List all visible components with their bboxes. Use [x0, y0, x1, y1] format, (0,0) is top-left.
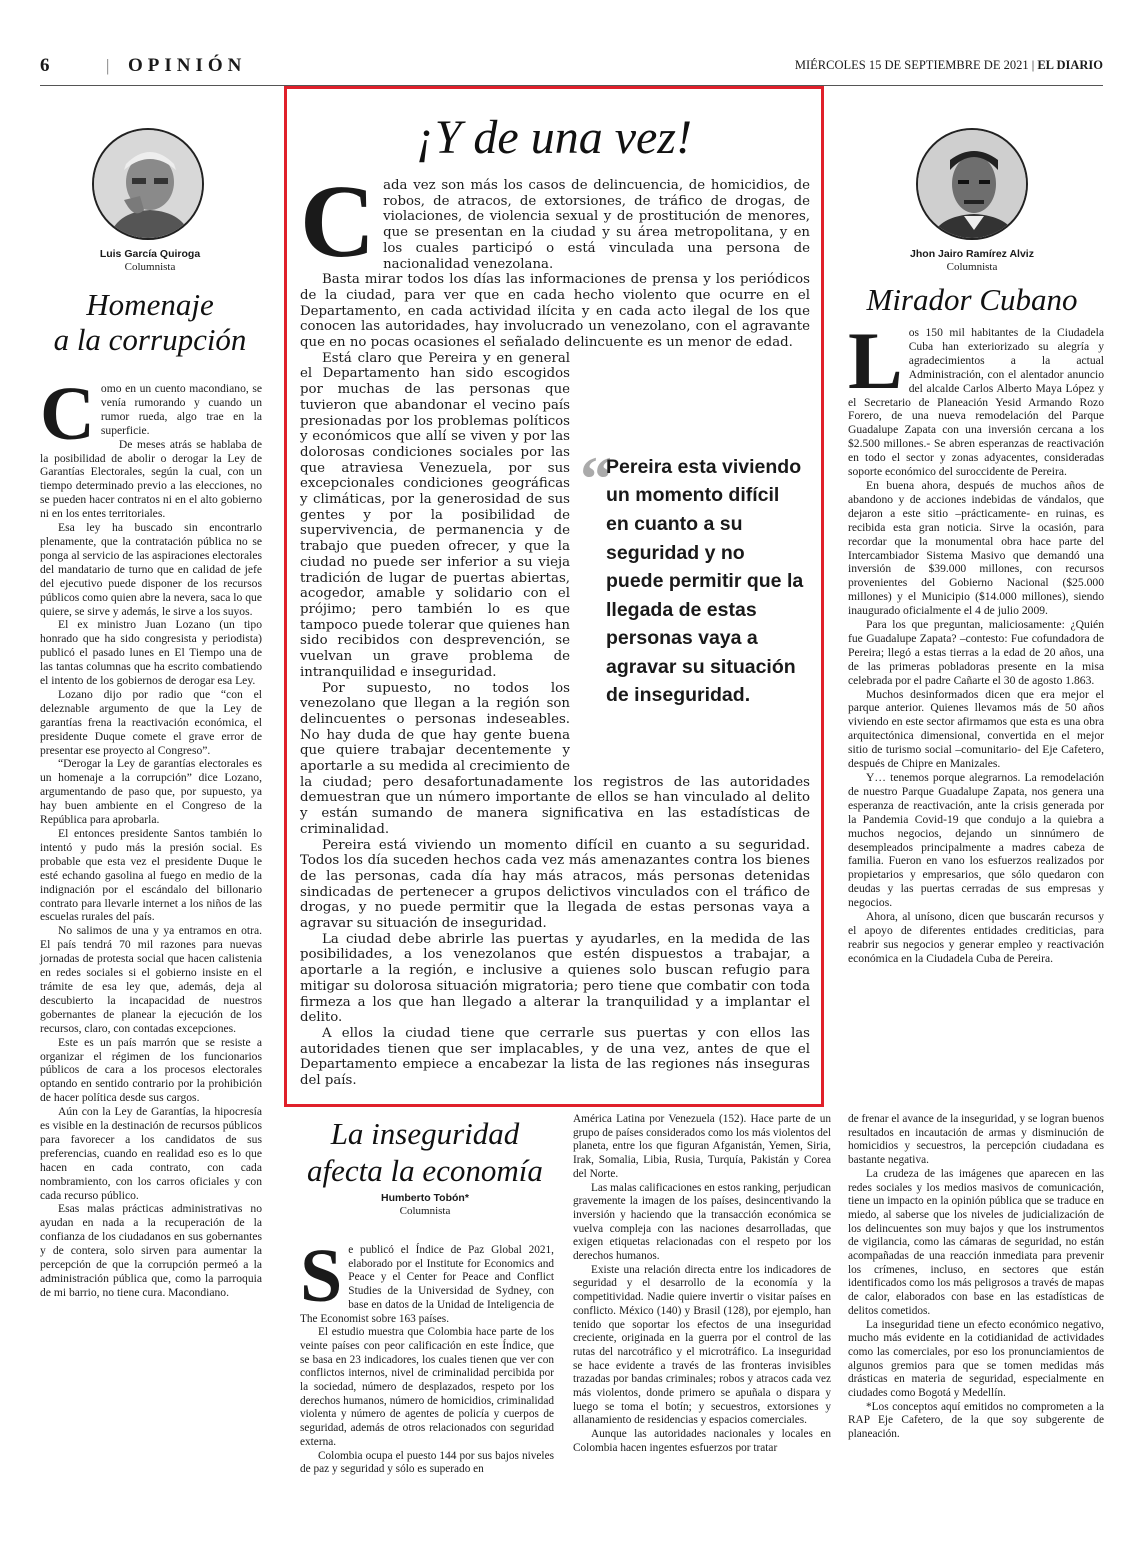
author-role: Columnista — [946, 261, 998, 273]
header-date — [795, 58, 1103, 73]
paragraph: e publicó el Índice de Paz Global 2021, elaborado por el Institute for Economics and Peace y el Center for Peace and Conflict Studies de la Universidad de Sydney, con base en datos de la Unidad de Inteligencia de The Economist sobre 163 países. — [300, 1244, 554, 1325]
author-name: Humberto Tobón* — [381, 1192, 469, 1204]
paragraph: Existe una relación directa entre los indicadores de seguridad y el desarrollo de la economía y la competitividad. Nadie quiere invertir o visitar países en conflicto. México (140) y Brasil (128), por ejemplo, han tenido que soportar los efectos de una inseguridad creciente, originada en la guerra por el control de las rutas del narcotráfico y el microtráfico. La inseguridad se hace evidente a través de las fronteras invisibles trazadas por bandas criminales; robos y atracos cada vez más violentos, donde primero se apuñala o dispara y luego se toma el botín; y secuestros, extorsiones y allanamiento de residencias y espacios comerciales. — [573, 1263, 831, 1427]
author-name: Luis García Quiroga — [99, 248, 201, 260]
author-photo-right — [916, 128, 1028, 240]
paragraph: Colombia ocupa el puesto 144 por sus bajos niveles de paz y seguridad y sólo es superado en — [300, 1449, 554, 1476]
author-role: Columnista — [399, 1205, 451, 1217]
title-line-2: afecta la economía — [307, 1153, 543, 1188]
paper-name: EL DIARIO — [1037, 58, 1103, 72]
title-line-2: a la corrupción — [53, 322, 247, 357]
author-block-right — [882, 248, 1062, 274]
paragraph: Aún con la Ley de Garantías, la hipocresía es visible en la destinación de recursos públicos para favorecer a los candidatos de sus preferencias, cuando en realidad eso es lo que hacen en cada contrato, con cada nombramiento, con los carros oficiales y con cada recurso público. — [40, 1105, 262, 1202]
paragraph: omo en un cuento macondiano, se venía rumorando y cuando un rumor rueda, algo trae en la superficie. — [100, 382, 262, 437]
paragraph: Por supuesto, no todos los venezolano que llegan a la región son delincuentes o personas indeseables. No hay duda de que hay gente buena que quiere trabajar decentemente y aportarle a su medida al crecimiento de la ciudad; pero desafortunadamente los registros de las autoridades demuestran que un número importante de ellos se han vinculado al delito y están sumando de manera significativa en las estadísticas de criminalidad. — [300, 680, 810, 837]
paragraph: A ellos la ciudad tiene que cerrarle sus puertas y con ellos las autoridades tienen que ser implacables, y de una vez, antes de que el Departamento empiece a encabezar la lista de las regiones nás inseguras del país. — [300, 1025, 810, 1089]
author-block-bottom — [325, 1192, 525, 1218]
quote-mark-icon: “ — [580, 442, 612, 514]
article-title-bottom — [300, 1115, 550, 1189]
drop-cap: S — [300, 1234, 343, 1318]
paragraph: Pereira está viviendo un momento difícil en cuanto a su seguridad. Todos los día suceden hechos cada vez más amenazantes contra los bienes de las personas, cada día hay más atracos, más personas detenidas sindicadas de pertenecer a grupos delictivos vinculados con el tráfico de drogas, y no puede permitir que la llegada de estas personas vaya a agravar su situación de inseguridad. — [300, 837, 810, 932]
paragraph: Esa ley ha buscado sin encontrarlo plenamente, que la contratación pública no se ponga al servicio de las aspiraciones electorales del mandatario de turno que en calidad de jefe del ejecutivo puede disponer de los recursos públicos como quien abre la nevera, saca lo que quiere, se sirve y además, le sirve a los suyos. — [40, 521, 262, 618]
paragraph: América Latina por Venezuela (152). Hace parte de un grupo de países considerados como los más violentos del planeta, entre los que figuran Afganistán, Yemen, Siria, Irak, Somalia, Libia, Rusia, Turquía, Pakistán y Corea del Norte. — [573, 1113, 831, 1180]
paragraph: La inseguridad tiene un efecto económico negativo, mucho más evidente en la cotidianidad de actividades como las comerciales, por eso los pronunciamientos de algunos gremios para que se tomen medidas más drásticas en materia de seguridad, especialmente en ciudades como Bogotá y Medellín. — [848, 1318, 1104, 1400]
paragraph: La crudeza de las imágenes que aparecen en las redes sociales y los medios masivos de comunicación, tiene un impacto en la opinión pública que se traduce en miedo, al saberse que los niveles de judicialización de los delincuentes son muy bajos y que los instrumentos de vigilancia, como las cámaras de seguridad, no están acompañadas de una reacción inmediata para prevenir los crímenes, incluso, en sectores que están identificados como los más peligrosos a través de mapas de calor, elaborados con base en las estadísticas de delitos cometidos. — [848, 1167, 1104, 1317]
title-line-1: La inseguridad — [330, 1116, 520, 1151]
paragraph: ada vez son más los casos de delincuencia, de homicidios, de robos, de atracos, de extorsiones, de tráfico de drogas, de violaciones, de violencia sexual y de prostitución de menores, que se presentan en la ciudad y su área metropolitana, y en los cuales participó o está vinculada una persona de nacionalidad venezolana. — [383, 178, 810, 272]
column-body-right — [848, 315, 1104, 1096]
editorial-title: ¡Y de una vez! — [416, 111, 692, 164]
drop-cap: L — [848, 315, 903, 406]
column-title-left — [40, 287, 260, 357]
paragraph: Ahora, al unísono, dicen que buscarán recursos y el apoyo de diferentes entidades crediticias, para reabrir sus negocios y generar empleo y reactivación económica en la Ciudadela Cuba de Pereira. — [848, 910, 1104, 965]
pull-quote — [580, 442, 810, 756]
editorial-body — [300, 164, 810, 1089]
drop-cap: C — [40, 372, 95, 456]
paragraph: El ex ministro Juan Lozano (un tipo honrado que ha sido congresista y periodista) publicó el pasado lunes en El Tiempo una de las tantas columnas que ha escrito combatiendo el intento de los gobiernos de derogar esa Ley. — [40, 618, 262, 688]
page-header — [40, 46, 1103, 86]
paragraph: Lozano dijo por radio que “con el deleznable argumento de que la Ley de garantías frena la reactivación económica, el presidente Duque comete el grave error de presentar ese proyecto al Congreso”. — [40, 687, 262, 757]
paragraph: Para los que preguntan, maliciosamente: ¿Quién fue Guadalupe Zapata? –contesto: Fue cofundadora de Pereira; llegó a estas tierras a la edad de 20 años, una de las primeras pobladoras presente en la misa celebrada por el padre Cañarte el 30 de agosto 1.863. — [848, 618, 1104, 687]
paragraph: “Derogar la Ley de garantías electorales es un homenaje a la corrupción” dice Lozano, argumentando de paso que, por supuesto, ya hay buen ambiente en el Congreso de la República para aprobarla. — [40, 757, 262, 827]
page-number: 6 — [40, 55, 51, 76]
header-separator: | — [106, 56, 110, 75]
paragraph: La ciudad debe abrirle las puertas y ayudarles, en la medida de las posibilidades, a los venezolanos que estén dispuestos a trabajar, a aportarle a la región, e inclusive a quienes solo buscan refugio para mitigar su dolorosa situación migratoria; pero tiene que combatir con toda firmeza a los que han llegado a alterar la tranquilidad y a implantar el delito. — [300, 931, 810, 1026]
article-column-2 — [573, 1113, 831, 1553]
author-name: Jhon Jairo Ramírez Alviz — [910, 248, 1034, 260]
article-column-1 — [300, 1234, 554, 1554]
paragraph: El estudio muestra que Colombia hace parte de los veinte países con peor calificación en este Índice, que se basa en 23 indicadores, los cuales tienen que ver con conflictos internos, nivel de criminalidad percibida por la sociedad, número de desplazados, respeto por los derechos humanos, número de homicidios, criminalidad violenta y número de agentes de policía y cuerpos de seguridad, además de otros relacionados con seguridad externa. — [300, 1326, 554, 1448]
title-line-1: Homenaje — [86, 287, 214, 322]
date-text: MIÉRCOLES 15 DE SEPTIEMBRE DE 2021 | — [794, 58, 1035, 72]
paragraph: Muchos desinformados dicen que era mejor el parque anterior. Quienes llevamos más de 50 años viviendo en este sector afirmamos que esta es una obra arquitectónica dimensional, convertida en el mejor sitio de turismo social –comunitario- del Eje Cafetero, después de Chipre en Manizales. — [848, 687, 1104, 771]
author-photo-left — [92, 128, 204, 240]
section-name: OPINIÓN — [128, 55, 247, 76]
column-body-left — [40, 372, 262, 1552]
paragraph: Este es un país marrón que se resiste a organizar el régimen de los funcionarios públicos de cara a los procesos electorales optando en sentido contrario por la prohibición de hacer política desde sus cargos. — [40, 1035, 262, 1105]
pull-quote-text: Pereira esta viviendo un momento difícil en cuanto a su seguridad y no puede permitir que la llegada de estas personas vaya a agravar su situación de inseguridad. — [606, 455, 804, 707]
paragraph: De meses atrás se hablaba de la posibilidad de abolir o derogar la Ley de Garantías Electorales, según la cual, con un tiempo determinado previo a las elecciones, no se pueden hacer contratos ni en el alto gobierno ni en los entes territoriales. — [40, 437, 262, 521]
paragraph: *Los conceptos aquí emitidos no comprometen a la RAP Eje Cafetero, de la que soy subgerente de planeación. — [848, 1400, 1104, 1441]
author-portrait-icon — [94, 130, 204, 240]
paragraph: Aunque las autoridades nacionales y locales en Colombia hacen ingentes esfuerzos por tratar — [573, 1428, 831, 1454]
paragraph: Las malas calificaciones en estos ranking, perjudican gravemente la imagen de los países, desincentivando la inversión y haciendo que la transacción económica se vuelva compleja con las naciones desarrolladas, que exigen etiquetas relacionadas con el respeto por los derechos humanos. — [573, 1181, 831, 1263]
paragraph: Está claro que Pereira y en general el Departamento han sido escogidos por muchas de las personas que tuvieron que abandonar el vecino país presionadas por los problemas políticos y económicos que allí se viven y por las dolorosas condiciones sociales por las que atraviesa Venezuela, por sus excepcionales condiciones geográficas y climáticas, por la generosidad de sus gentes y por la posibilidad de supervivencia, de permanencia y de trabajo que pueden ofrecer, y que la ciudad no puede ser inferior a su vieja tradición de lugar de puertas abiertas, acogedor, amable y solidario con el prójimo; pero también lo es que tampoco puede tolerar que quienes han sido recibidos con desprevención, se vuelvan un grave problema de intranquilidad e inseguridad. — [300, 350, 570, 680]
paragraph: No salimos de una y ya entramos en otra. El país tendrá 70 mil razones para nuevas jornadas de protesta social que hacen calistenia en redes sociales si el gobierno insiste en el trámite de esa ley que, además, deja al descubierto la incapacidad de nuestros gobernantes de planear la ejecución de los recursos, claro, con contadas excepciones. — [40, 924, 262, 1035]
drop-cap: C — [300, 164, 376, 279]
paragraph: Esas malas prácticas administrativas no ayudan en nada a la recuperación de la confianza de los ciudadanos en sus gobernantes y de contera, solo sirven para aumentar la percepción de que la corrupción permeó a la administración pública que, como la parroquia de mi barrio, no tiene cura. Macondiano. — [40, 1202, 262, 1299]
article-column-3 — [848, 1113, 1104, 1553]
author-portrait-icon — [918, 130, 1028, 240]
paragraph: de frenar el avance de la inseguridad, y se logran buenos resultados en incautación de armas y disminución de homicidios y secuestros, la percepción ciudadana es bastante negativa. — [848, 1113, 1104, 1167]
paragraph: Y… tenemos porque alegrarnos. La remodelación de nuestro Parque Guadalupe Zapata, nos genera una esperanza de reactivación, ante la crisis generada por la Pandemia Covid-19 que condujo a la quiebra a muchos negocios, dejando un sinnúmero de desempleados principalmente a madres cabeza de familia. Fueron en vano los esfuerzos realizados por propietarios y empresarios, que sólo quedaron con deudas y las puertas cerradas de sus empresas y negocios. — [848, 771, 1104, 910]
paragraph: En buena ahora, después de muchos años de abandono y de acciones indebidas de vándalos, que dejaron a este sitio –prácticamente- en ruinas, es recibida esta gran noticia. Sirve la ocasión, para recordar que la monumental obra hace parte del Intercambiador Sistema Masivo que demandó una inversión de $39.000 millones, con recursos provenientes del Gobierno Nacional ($25.000 millones) y el Municipio ($14.000 millones), siendo inaugurado oficialmente el 4 de julio 2009. — [848, 478, 1104, 618]
paragraph: os 150 mil habitantes de la Ciudadela Cuba han exteriorizado su alegría y agradecimientos a la actual Administración, con el alentador anuncio del alcalde Carlos Alberto Maya López y el Secretario de Planeación Yesid Armando Rozo Forero, de una nueva remodelación del Parque Guadalupe Zapata con una inversión cercana a los $2.500 millones.- Se abren esperanzas de reactivación en todo el sector y zonas adyacentes, consideradas soporte económico del suroccidente de Pereira. — [848, 326, 1104, 479]
column-title-right: Mirador Cubano — [866, 282, 1078, 317]
author-block-left — [60, 248, 240, 274]
paragraph: El entonces presidente Santos también lo intentó y pudo más la presión social. Es probable que esta vez el presidente Duque le esté echando gasolina al fuego en medio de la indignación por el escándalo del billonario contrato para llevarle internet a los niños de las escuelas rurales del país. — [40, 827, 262, 924]
author-role: Columnista — [124, 261, 176, 273]
paragraph: Basta mirar todos los días las informaciones de prensa y los periódicos de la ciudad, para ver que en cada hecho violento que ocurre en el Departamento, en cada actividad ilícita y en cada acto ilegal de los que conocen las autoridades, hay involucrado un venezolano, con el agravante que en no pocas ocasiones el señalado delincuente es un menor de edad. — [300, 272, 810, 351]
